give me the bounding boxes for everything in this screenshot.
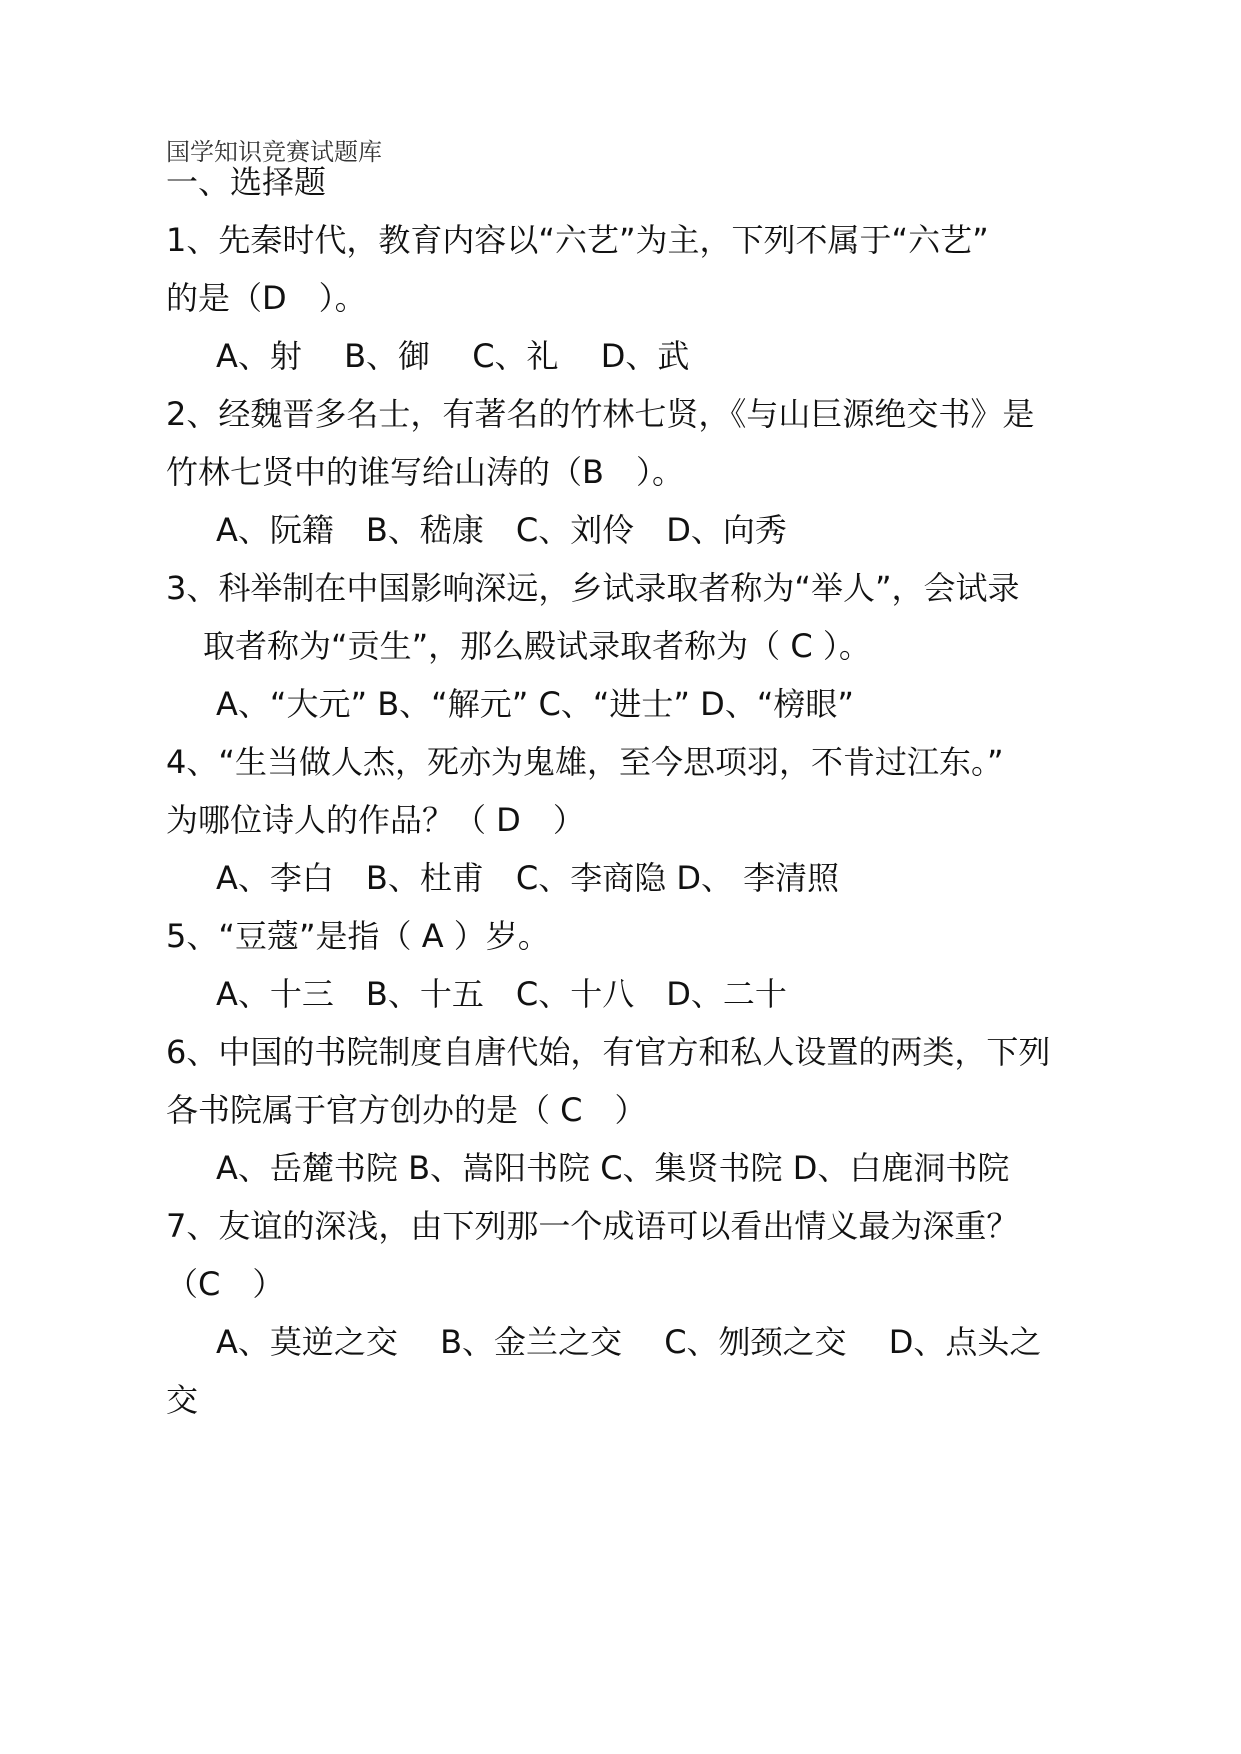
question-4-line-1: 4、“生当做人杰，死亦为鬼雄，至今思项羽，不肯过江东。” [166,743,1004,781]
document-title: 国学知识竞赛试题库 [166,138,382,166]
section-heading: 一、选择题 [166,163,327,201]
question-3-line-2: 取者称为“贡生”，那么殿试录取者称为（ C ）。 [203,627,871,665]
question-3-options: A、“大元” B、“解元” C、“进士” D、“榜眼” [216,685,854,723]
question-1-line-1: 1、先秦时代，教育内容以“六艺”为主，下列不属于“六艺” [166,221,989,259]
question-1-options: A、射 B、御 C、礼 D、武 [216,337,690,375]
question-5-line-1: 5、“豆蔻”是指（ A ）岁。 [166,917,550,955]
question-7-options-wrap: 交 [166,1381,199,1419]
question-2-line-2: 竹林七贤中的谁写给山涛的（B ）。 [166,453,684,491]
question-6-options: A、岳麓书院 B、嵩阳书院 C、集贤书院 D、白鹿洞书院 [216,1149,1010,1187]
question-2-line-1: 2、经魏晋多名士，有著名的竹林七贤，《与山巨源绝交书》是 [166,395,1035,433]
question-7-options: A、莫逆之交 B、金兰之交 C、刎颈之交 D、点头之 [216,1323,1042,1361]
question-7-line-1: 7、友谊的深浅，由下列那一个成语可以看出情义最为深重？ [166,1207,1019,1245]
question-2-options: A、阮籍 B、嵇康 C、刘伶 D、向秀 [216,511,787,549]
question-6-line-2: 各书院属于官方创办的是（ C ） [166,1091,647,1129]
question-6-line-1: 6、中国的书院制度自唐代始，有官方和私人设置的两类，下列 [166,1033,1051,1071]
question-1-line-2: 的是（D ）。 [166,279,367,317]
question-4-options: A、李白 B、杜甫 C、李商隐 D、 李清照 [216,859,840,897]
question-3-line-1: 3、科举制在中国影响深远，乡试录取者称为“举人”，会试录 [166,569,1020,607]
question-5-options: A、十三 B、十五 C、十八 D、二十 [216,975,787,1013]
question-4-line-2: 为哪位诗人的作品？（ D ） [166,801,585,839]
question-7-line-2: （C ） [166,1265,285,1303]
